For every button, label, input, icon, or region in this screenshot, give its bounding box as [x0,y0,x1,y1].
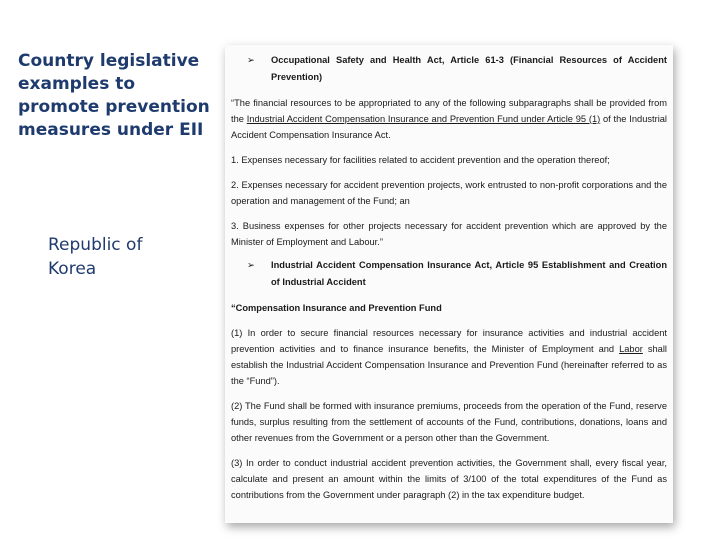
item-3: 3. Business expenses for other projects necessary for accident prevention which are approved by the Minister of Employment and Labour.” [231,221,667,247]
legislation-document [225,45,673,523]
heading-osh-act [247,52,667,86]
item-1: 1. Expenses necessary for facilities related to accident prevention and the operation thereof; [231,155,610,165]
item-2: 2. Expenses necessary for accident prevention projects, work entrusted to non-profit corporations and the operation and management of the Fund; an [231,180,667,206]
country-label: Republic of Korea [48,235,143,279]
paragraph-2: (2) The Fund shall be formed with insurance premiums, proceeds from the operation of the Fund, reserve funds, surplus resulting from the settlement of accounts of the Fund, contributions, donations, loans and other revenues from the Government or a person other than the Government. [231,401,667,443]
paragraph-3: (3) In order to conduct industrial accident prevention activities, the Government shall, every fiscal year, calculate and present an amount within the limits of 3/100 of the total expenditures of the Fund as contributions from the Government under paragraph (2) in the tax expenditure budget. [231,458,667,500]
heading-iaci-act [247,257,667,291]
heading-iaci-act-text: Industrial Accident Compensation Insurance Act, Article 95 Establishment and Creation of Industrial Accident [271,260,667,287]
heading-osh-act-text: Occupational Safety and Health Act, Article 61-3 (Financial Resources of Accident Prevention) [271,55,667,82]
paragraph-1: (1) In order to secure financial resources necessary for insurance activities and industrial accident prevention activities and to finance insurance benefits, the Minister of Employment and Labor shall establish the Industrial Accident Compensation Insurance and Prevention Fund (hereinafter referred to as the “Fund”). [231,328,667,386]
labor-underlined: Labor [619,344,643,354]
fund-title: “Compensation Insurance and Prevention Fund [231,303,442,313]
arrow-bullet-icon: ➢ [247,260,255,270]
quote-intro: “The financial resources to be appropriated to any of the following subparagraphs shall be provided from the Industrial Accident Compensation Insurance and Prevention Fund under Article 95 (1) of the Industrial Accident Compensation Insurance Act. [231,98,667,140]
fund-reference-underlined: Industrial Accident Compensation Insurance and Prevention Fund under Article 95 (1) [246,114,601,124]
slide-title: Country legislative examples to promote prevention measures under EII [18,51,210,140]
arrow-bullet-icon: ➢ [247,55,255,65]
